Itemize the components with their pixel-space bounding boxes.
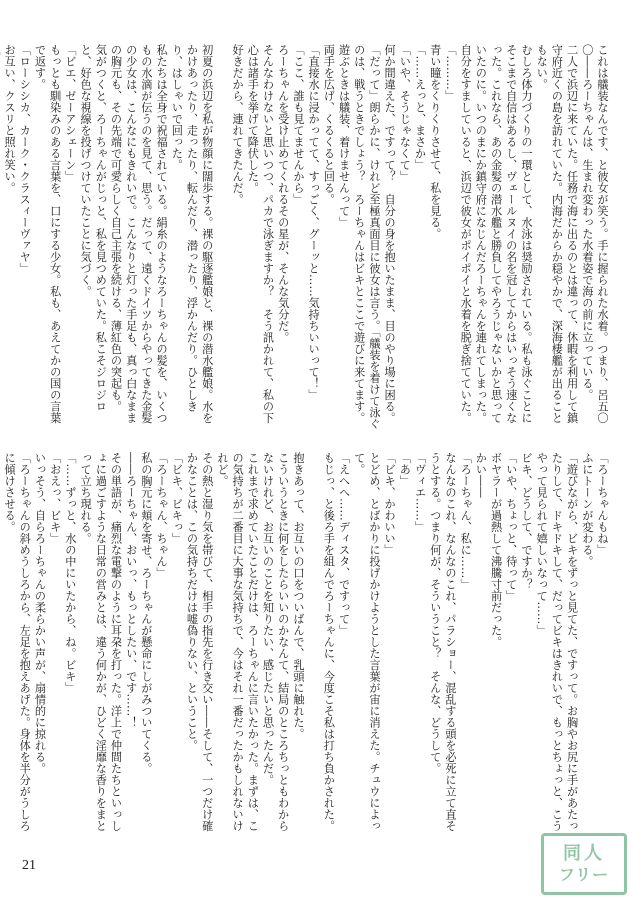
page-number: 21: [22, 858, 36, 873]
watermark-stamp: [541, 833, 627, 895]
watermark-line-2: フリー: [558, 865, 610, 884]
text-block-bottom: 「ろーちゃんもね」 ふにトーンが変わる。 「遊びながら、ビキをずっと見てた、ですって。お胸やお尻に手があたったりして、ドキドキして、だってビキはきれいで、もっとちょっと、こうやって見られて嬉しいなって……」 ビキ、どうして、ですか？ 「いや、ちょっと、待って」 ボヤラーが過熱して沸騰寸前だった。 かい―― 「ろーちゃん、私に……」 なんなのこれ、なんなのこれ、パラショー、混乱する頭を必死に立て直そうとする。つまり何が、そういうこと？ そんな、どうして。 「ヴィエ……」 「あ」 「ビキ、かわいい」 とどめ、とばかりに投げかけようとした言葉が宙に消えた。チュウによって。 「えへへ……ディスタ、ですって」 もじっ、と後ろ手を組んでろーちゃんに、今度こそ私は打ち負かされた。 抱きあって、お互いの口をついばんで、乳頭に触れた。 こういうときに何をしたらいいのかなんて、結局のところちっともわからないけれど、お互いのことを知りたい、感じたいと思ったんだ。 これまで求めていたことだけは、ろーちゃんに言いたかった。まずは、この気持ちが二番目に大事な気持ちで、今はそれ一番だったかもしれないけれど。 その熱と湿り気を帯びて、相手の指先を行き交い――そして、一つだけ確かなことは、この気持ちだけは嘘偽りない、ということ。 「ビキ、ビキっ」 「ろーちゃん、ちゃん」 私の胸元に頬を寄せ、ろーちゃんが懸命にしがみついてくる。 ――ろーちゃん、おいっ、もっとしたい、です……！ その単語が、痛烈な電撃のように耳朶を打った。洋上で仲間たちといっしょに過ごすような日常の営みとは、違う何かが、ひどく淫靡な香りをまとって立ち現れる。 「……ずっと、水の中にいたから、ね。ビキ」 「おえっ、ビキ」 いっそう、自らろーちゃんの柔らかい声が、扇情的に掠れる。 「ろーちゃんの斜めうしろから、左足を抱えあげた。身体を半分がうしろに傾けさせる。: [3, 452, 609, 832]
watermark-line-1: 同人: [563, 843, 605, 864]
text-block-top: これは艤装なんです、と彼女が笑う。手に握られた水着。つまり、呂五〇〇――ろーちゃんは、生まれ変わった水着姿で海の前に立っている。 二人で浜辺に来ていた。任務で海に出るのとは違って、休暇を利用して鎮守府近くの島を訪れていた。内海だからか穏やかで、深海棲艦が出ることもない。 むしろ体力づくりの一環として、水泳は奨励されている。私も泳ぐことにそこまで自信はあるし、ヴェールヌイの名を冠してからはいっそう速くなった。これなら、あの金髪の潜水艦と勝負してやろうじゃないかと思っていたのに。いつのまにか鎮守府になじんだろーちゃんを連れてしまった。自分をすましていると、浜辺で彼女がポイポイと水着を脱ぎ捨てていた。 「………」 青い瞳をくりくりさせて、私を見る。 「……えっと、まさか」 「いや、そうじゃなくて」 何か間違えた、ですって？ 自分の身を抱いたまま、目のやり場に困る。 「だって」朗らかに、けれど至極真面目に彼女は言う。「艤装を着けて泳ぐのは、戦うときでしょう？ ろーちゃんはビキとここで遊びに来てます。遊ぶときは艤装、着けませんって」 両手を広げ、くるくると回る。 「直接水に浸かってて、すっごく、グーッと……気持ちいいって！」 「ここ、誰も見てませんから」 ろーちゃんを受け止めてくれるその星が、そんな気分だ。 そんなわけないと思いつつ、パカで泳ぎますか？ そう訊かれて、私の下心は諸手を挙げて降伏した。 好きだから、連れてきたんだ。 初夏の浜辺を私が物顔に闊歩する。裸の駆逐艦娘と、裸の潜水艦娘。水をかけあったり、走ったり、転んだり、潜ったり、浮かんだり。ひとしきり、はしゃいで回った。 私たちは全身で祝福されている。絹糸のようなろーちゃんの髪を、いくつもの水滴が伝うのを見て、思う。だって、遠くドイツからやってきた金髪の少女は、こんなにもきれいで。こんなりと灯った手足も、真っ白なままの胸元も、その先端で可愛らしく自己主張を続ける、薄紅色の突起も。 気がつくと、ろーちゃんがじっと、私を見つめていた。私こそジロジロと、好色な視線を投げつけていたことに気づく。 「ビエ、ゼーアシェーン」 もっとも馴染みのある言葉を、口にする少女。私も、あえてかの国の言葉で返す。 「ローシシカ、カーク・クラスィーヴァヤ」 お互い、クスリと照れ笑い。: [3, 44, 609, 430]
